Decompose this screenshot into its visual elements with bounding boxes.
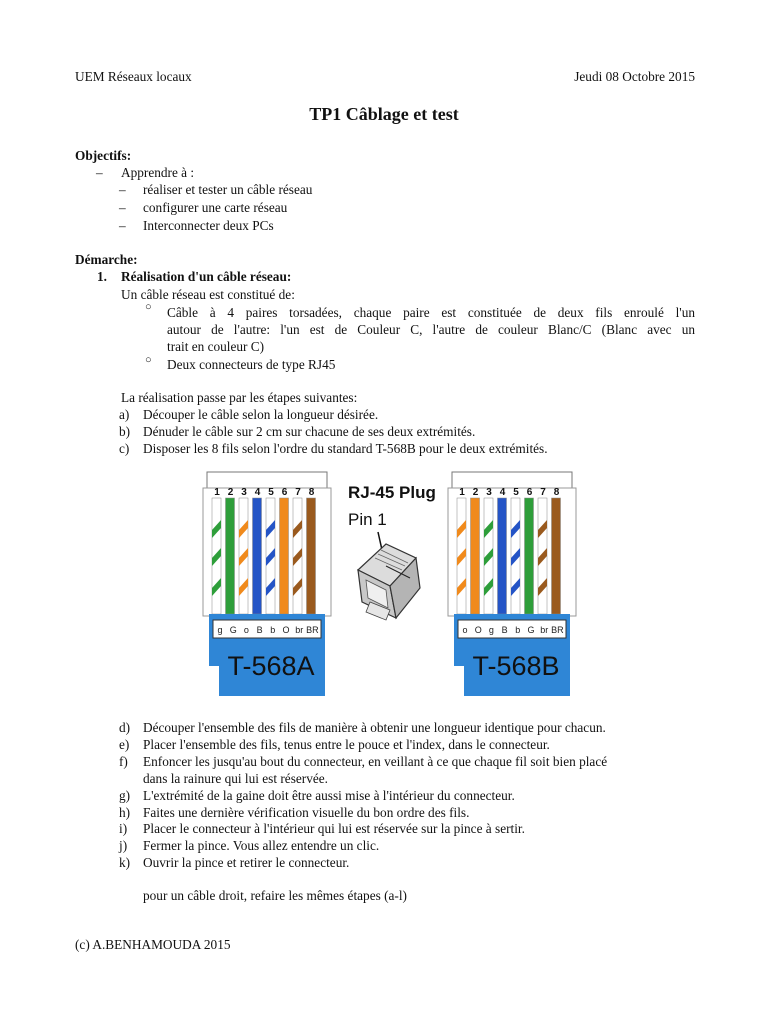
objectif-item: Interconnecter deux PCs — [143, 218, 274, 233]
objectif-item: configurer une carte réseau — [143, 200, 288, 215]
wire — [552, 498, 561, 614]
color-code: B — [501, 625, 508, 635]
bullet-line: Câble à 4 paires torsadées, chaque paire est constituée de deux fils enroulé l'un — [167, 305, 695, 320]
color-code: g — [488, 625, 494, 635]
header-date: Jeudi 08 Octobre 2015 — [574, 69, 695, 84]
color-code: BR — [551, 625, 564, 635]
step-text: Dénuder le câble sur 2 cm sur chacune de ses deux extrémités. — [143, 424, 476, 439]
color-code: O — [474, 625, 482, 635]
header-course: UEM Réseaux locaux — [75, 69, 192, 84]
section-intro: Un câble réseau est constitué de: — [121, 287, 295, 302]
step-text: Fermer la pince. Vous allez entendre un clic. — [143, 838, 380, 853]
pin-header — [452, 472, 572, 488]
step-marker: j) — [119, 838, 128, 853]
objectifs-heading: Objectifs: — [75, 148, 132, 163]
pin-number: 1 — [459, 487, 465, 498]
step-marker: f) — [119, 754, 128, 769]
rj45-plug-label: RJ-45 Plug — [348, 483, 436, 502]
step-text: Disposer les 8 fils selon l'ordre du standard T-568B pour le deux extrémités. — [143, 441, 548, 456]
wire — [498, 498, 507, 614]
pin-number: 4 — [254, 487, 261, 498]
pin-number: 3 — [241, 487, 247, 498]
connector-t568a — [203, 472, 331, 696]
rj45-plug-icon — [358, 532, 420, 620]
step-marker: h) — [119, 805, 131, 820]
color-code: g — [217, 625, 223, 635]
dash-marker: – — [119, 200, 126, 215]
color-code: BR — [306, 625, 319, 635]
color-code: br — [540, 625, 549, 635]
pin-number: 6 — [281, 487, 288, 498]
dash-marker: – — [96, 165, 103, 180]
color-code: o — [243, 625, 249, 635]
wire — [525, 498, 534, 614]
color-code: br — [295, 625, 304, 635]
standard-label: T-568B — [472, 651, 560, 681]
standard-label: T-568A — [227, 651, 315, 681]
bullet-line: trait en couleur C) — [167, 339, 265, 354]
circle-bullet-icon: ○ — [145, 301, 152, 313]
bullet-connectors: Deux connecteurs de type RJ45 — [167, 357, 336, 372]
color-code: O — [282, 625, 290, 635]
connector-t568b — [448, 472, 576, 696]
color-code: b — [270, 625, 276, 635]
pin-number: 7 — [295, 487, 301, 498]
step-marker: c) — [119, 441, 130, 456]
step-text: Faites une dernière vérification visuelle du bon ordre des fils. — [143, 805, 470, 820]
section-title: Réalisation d'un câble réseau: — [121, 269, 292, 284]
pin-number: 2 — [227, 487, 234, 498]
step-marker: k) — [119, 855, 131, 870]
pin-number: 6 — [526, 487, 533, 498]
step-text: L'extrémité de la gaine doit être aussi mise à l'intérieur du connecteur. — [143, 788, 515, 803]
pin-number: 8 — [553, 487, 560, 498]
wire — [307, 498, 316, 614]
page-footer: (c) A.BENHAMOUDA 2015 — [75, 937, 231, 952]
rj45-wiring-figure — [190, 470, 590, 700]
step-marker: a) — [119, 407, 130, 422]
step-text: Découper le câble selon la longueur désirée. — [143, 407, 379, 422]
step-marker: d) — [119, 720, 131, 735]
objectif-item: réaliser et tester un câble réseau — [143, 182, 313, 197]
step-marker: g) — [119, 788, 131, 803]
wire — [253, 498, 262, 614]
pin-number: 7 — [540, 487, 546, 498]
pin1-label: Pin 1 — [348, 510, 387, 529]
pin-number: 5 — [268, 487, 274, 498]
pin-number: 4 — [499, 487, 506, 498]
pin-number: 2 — [472, 487, 479, 498]
step-text: Découper l'ensemble des fils de manière à obtenir une longueur identique pour chacun. — [143, 720, 606, 735]
demarche-heading: Démarche: — [75, 252, 138, 267]
step-text: Placer le connecteur à l'intérieur qui lui est réservée sur la pince à sertir. — [143, 821, 525, 836]
steps-intro: La réalisation passe par les étapes suivantes: — [121, 390, 358, 405]
page-title: TP1 Câblage et test — [309, 104, 459, 124]
step-text: Placer l'ensemble des fils, tenus entre le pouce et l'index, dans le connecteur. — [143, 737, 550, 752]
circle-bullet-icon: ○ — [145, 354, 152, 366]
color-code: B — [256, 625, 263, 635]
dash-marker: – — [119, 218, 126, 233]
step-marker: i) — [119, 821, 128, 836]
pin-number: 8 — [308, 487, 315, 498]
dash-marker: – — [119, 182, 126, 197]
pin-number: 3 — [486, 487, 492, 498]
bullet-line: autour de l'autre: l'un est de Couleur C, l'autre de couleur Blanc/C (Blanc avec un — [167, 322, 695, 337]
step-text: dans la rainure qui lui est réservée. — [143, 771, 328, 786]
page-header — [75, 68, 695, 85]
step-text: Ouvrir la pince et retirer le connecteur. — [143, 855, 350, 870]
objectifs-intro: Apprendre à : — [121, 165, 195, 180]
pin-number: 5 — [513, 487, 519, 498]
step-marker: b) — [119, 424, 131, 439]
step-text: Enfoncer les jusqu'au bout du connecteur, en veillant à ce que chaque fil soit bien placé — [143, 754, 608, 769]
closing-note: pour un câble droit, refaire les mêmes étapes (a-l) — [143, 888, 407, 903]
pin-number: 1 — [214, 487, 220, 498]
section-number: 1. — [97, 269, 107, 284]
wire — [280, 498, 289, 614]
color-code: b — [515, 625, 521, 635]
color-code: o — [462, 625, 468, 635]
bullet-cable — [167, 304, 695, 355]
color-code: G — [229, 625, 237, 635]
wire — [226, 498, 235, 614]
wire — [471, 498, 480, 614]
step-marker: e) — [119, 737, 130, 752]
pin-header — [207, 472, 327, 488]
color-code: G — [527, 625, 535, 635]
